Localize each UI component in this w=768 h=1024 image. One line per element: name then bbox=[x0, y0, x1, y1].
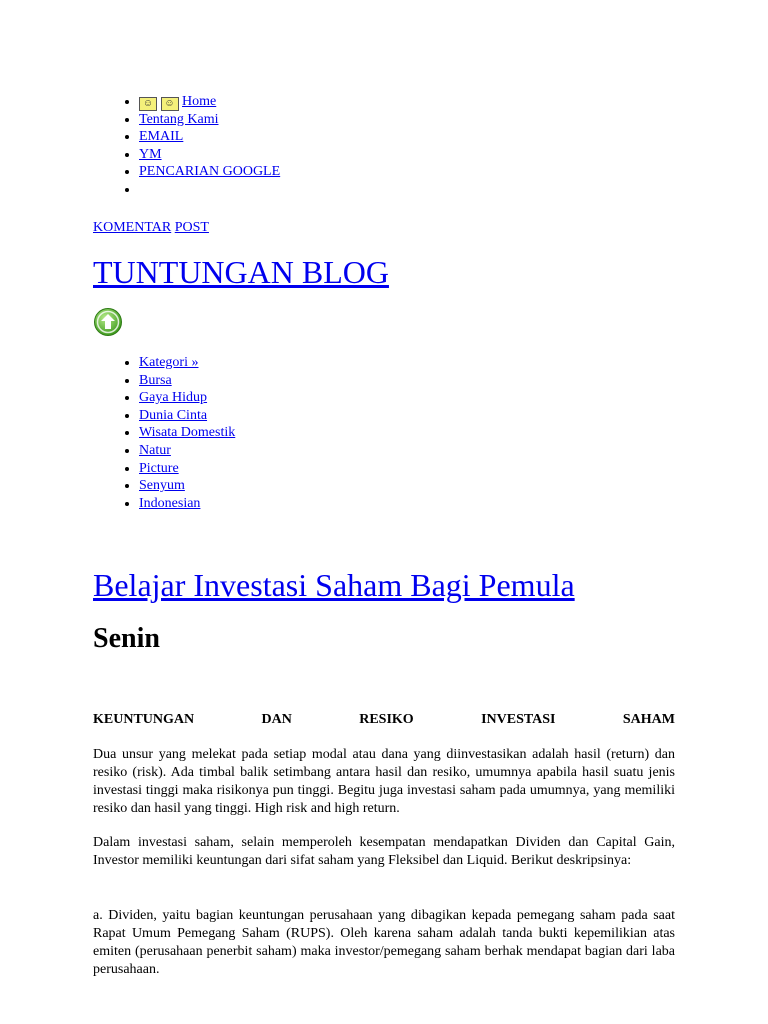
category-item[interactable] bbox=[139, 407, 539, 425]
category-item[interactable] bbox=[139, 372, 539, 390]
category-link-indonesian[interactable]: Indonesian bbox=[139, 495, 201, 511]
nav-item-home[interactable] bbox=[139, 93, 539, 111]
post-title bbox=[93, 567, 575, 603]
category-item[interactable] bbox=[139, 442, 539, 460]
post-link[interactable]: POST bbox=[174, 220, 209, 235]
nav-link-email[interactable]: EMAIL bbox=[139, 129, 184, 145]
heading-word: INVESTASI bbox=[481, 712, 556, 727]
nav-item-ym[interactable] bbox=[139, 146, 539, 164]
category-link-natur[interactable]: Natur bbox=[139, 442, 171, 458]
category-item[interactable] bbox=[139, 477, 539, 495]
arrow-up-icon[interactable] bbox=[93, 307, 123, 337]
smiley-icon: ☺ bbox=[161, 97, 179, 111]
article-heading bbox=[93, 711, 675, 729]
nav-link-home[interactable]: Home bbox=[182, 94, 217, 109]
nav-item-pencarian-google[interactable] bbox=[139, 163, 539, 181]
komentar-link[interactable]: KOMENTAR bbox=[93, 220, 172, 235]
nav-item-tentang-kami[interactable] bbox=[139, 111, 539, 129]
nav-link-tentang-kami[interactable]: Tentang Kami bbox=[139, 111, 219, 127]
heading-word: DAN bbox=[261, 712, 292, 727]
post-day: Senin bbox=[93, 623, 160, 654]
post-title-link[interactable]: Belajar Investasi Saham Bagi Pemula bbox=[93, 567, 575, 603]
heading-word: KEUNTUNGAN bbox=[93, 712, 195, 727]
article-paragraph: Dua unsur yang melekat pada setiap modal atau dana yang diinvestasikan adalah hasil (return) dan resiko (risk). Ada timbal balik setimbang antara hasil dan resiko, umumnya apabila hasil suatu jenis investasi tinggi maka risikonya pun tinggi. Begitu juga investasi saham pada umumnya, yang memiliki resiko dan hasil yang tinggi. High risk and high return. bbox=[93, 747, 675, 816]
category-item[interactable] bbox=[139, 354, 539, 372]
category-item[interactable] bbox=[139, 460, 539, 478]
heading-word: RESIKO bbox=[359, 712, 414, 727]
category-item[interactable] bbox=[139, 495, 539, 513]
heading-word: SAHAM bbox=[622, 712, 675, 727]
article-paragraph: a. Dividen, yaitu bagian keuntungan perusahaan yang dibagikan kepada pemegang saham pada saat Rapat Umum Pemegang Saham (RUPS). Oleh karena saham adalah tanda bukti kepemilikian atas emiten (perusahaan penerbit saham) maka investor/pemegang saham berhak mendapat bagian dari laba perusahaan. bbox=[93, 908, 675, 977]
category-item[interactable] bbox=[139, 424, 539, 442]
smiley-icon: ☺ bbox=[139, 97, 157, 111]
category-link-kategori[interactable]: Kategori » bbox=[139, 355, 199, 370]
blog-title bbox=[93, 254, 389, 290]
category-item[interactable] bbox=[139, 389, 539, 407]
blog-title-link[interactable]: TUNTUNGAN BLOG bbox=[93, 254, 389, 290]
category-link-senyum[interactable]: Senyum bbox=[139, 478, 185, 494]
post-links bbox=[93, 219, 209, 237]
category-link-dunia-cinta[interactable]: Dunia Cinta bbox=[139, 407, 208, 423]
category-list bbox=[139, 354, 539, 512]
category-link-picture[interactable]: Picture bbox=[139, 460, 179, 476]
nav-item-email[interactable] bbox=[139, 128, 539, 146]
category-link-wisata-domestik[interactable]: Wisata Domestik bbox=[139, 425, 236, 441]
article-paragraph: Dalam investasi saham, selain memperoleh kesempatan mendapatkan Dividen dan Capital Gain, Investor memiliki keuntungan dari sifat saham yang Fleksibel dan Liquid. Berikut deskripsinya: bbox=[93, 835, 675, 868]
nav-link-pencarian-google[interactable]: PENCARIAN GOOGLE bbox=[139, 164, 281, 180]
nav-link-ym[interactable]: YM bbox=[139, 146, 162, 162]
category-link-gaya-hidup[interactable]: Gaya Hidup bbox=[139, 390, 208, 406]
nav-item-empty bbox=[139, 181, 539, 199]
top-nav bbox=[139, 93, 539, 199]
category-link-bursa[interactable]: Bursa bbox=[139, 372, 172, 388]
